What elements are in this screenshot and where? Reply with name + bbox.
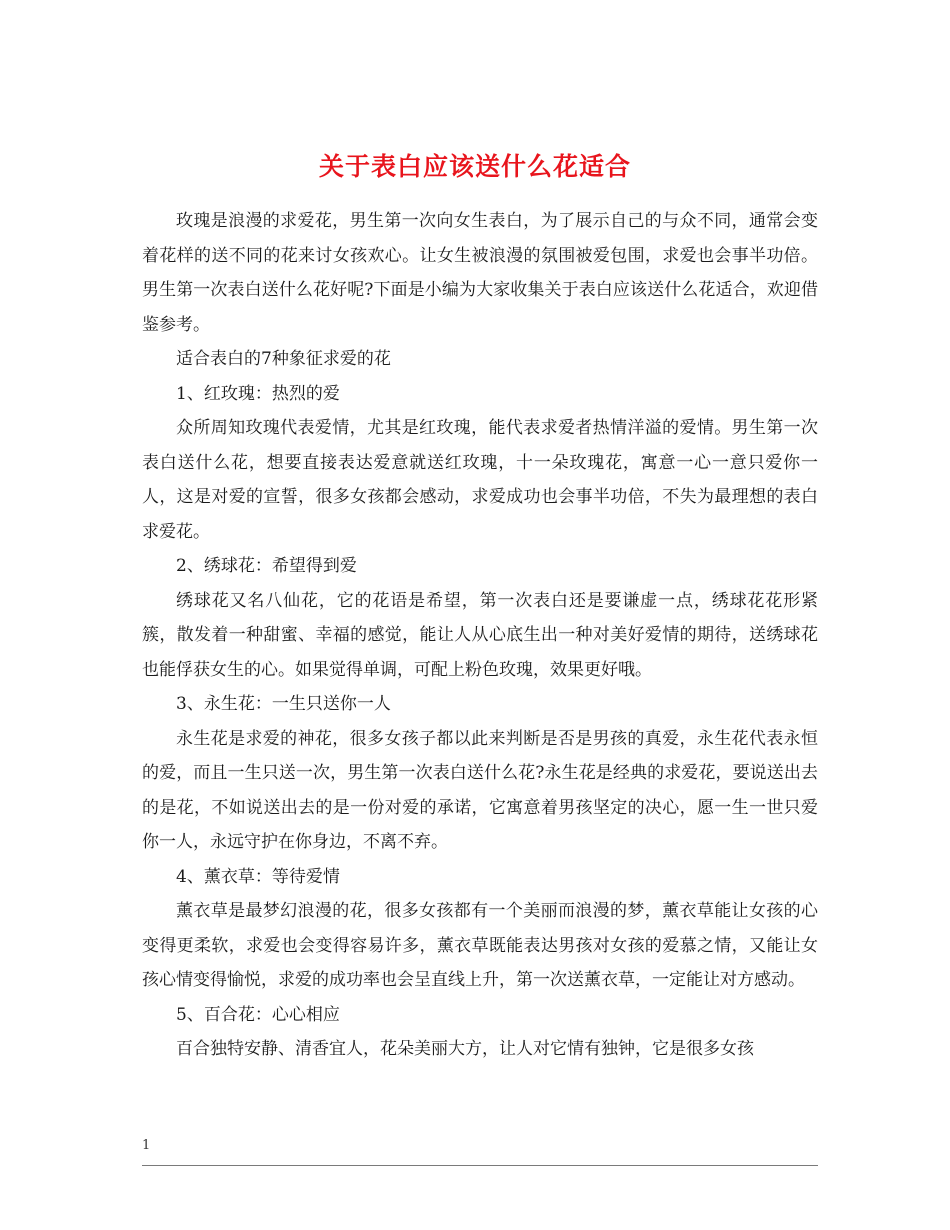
item-heading-preserved-flower: 3、永生花：一生只送你一人: [176, 694, 391, 714]
paragraph-lily: 百合独特安静、清香宜人，花朵美丽大方，让人对它情有独钟，它是很多女孩: [176, 1039, 754, 1059]
page-number: 1: [142, 1138, 151, 1153]
document-body: [142, 204, 818, 1067]
section-heading: 适合表白的7种象征求爱的花: [176, 349, 391, 369]
paragraph-intro: 玫瑰是浪漫的求爱花，男生第一次向女生表白，为了展示自己的与众不同，通常会变着花样的送不同的花来讨女孩欢心。让女生被浪漫的氛围被爱包围，求爱也会事半功倍。男生第一次表白送什么花好呢?下面是小编为大家收集关于表白应该送什么花适合，欢迎借鉴参考。: [142, 211, 818, 335]
footer-divider: [142, 1165, 818, 1166]
item-heading-red-rose: 1、红玫瑰：热烈的爱: [176, 383, 340, 404]
paragraph-lavender: 薰衣草是最梦幻浪漫的花，很多女孩都有一个美丽而浪漫的梦，薰衣草能让女孩的心变得更柔软，求爱也会变得容易许多，薰衣草既能表达男孩对女孩的爱慕之情，又能让女孩心情变得愉悦，求爱的成功率也会呈直线上升，第一次送薰衣草，一定能让对方感动。: [142, 901, 818, 990]
paragraph-hydrangea: 绣球花又名八仙花，它的花语是希望，第一次表白还是要谦虚一点，绣球花花形紧簇，散发着一种甜蜜、幸福的感觉，能让人从心底生出一种对美好爱情的期待，送绣球花也能俘获女生的心。如果觉得单调，可配上粉色玫瑰，效果更好哦。: [142, 590, 818, 680]
paragraph-red-rose: 众所周知玫瑰代表爱情，尤其是红玫瑰，能代表求爱者热情洋溢的爱情。男生第一次表白送什么花，想要直接表达爱意就送红玫瑰，十一朵玫瑰花，寓意一心一意只爱你一人，这是对爱的宣誓，很多女孩都会感动，求爱成功也会事半功倍，不失为最理想的表白求爱花。: [142, 418, 818, 542]
item-heading-lily: 5、百合花：心心相应: [176, 1004, 340, 1025]
item-heading-hydrangea: 2、绣球花：希望得到爱: [176, 556, 357, 576]
paragraph-preserved-flower: 永生花是求爱的神花，很多女孩子都以此来判断是否是男孩的真爱，永生花代表永恒的爱，而且一生只送一次，男生第一次表白送什么花?永生花是经典的求爱花，要说送出去的是花，不如说送出去的是一份对爱的承诺，它寓意着男孩坚定的决心，愿一生一世只爱你一人，永远守护在你身边，不离不弃。: [142, 728, 818, 852]
page-title: 关于表白应该送什么花适合: [318, 151, 631, 181]
item-heading-lavender: 4、薰衣草：等待爱情: [176, 866, 340, 887]
